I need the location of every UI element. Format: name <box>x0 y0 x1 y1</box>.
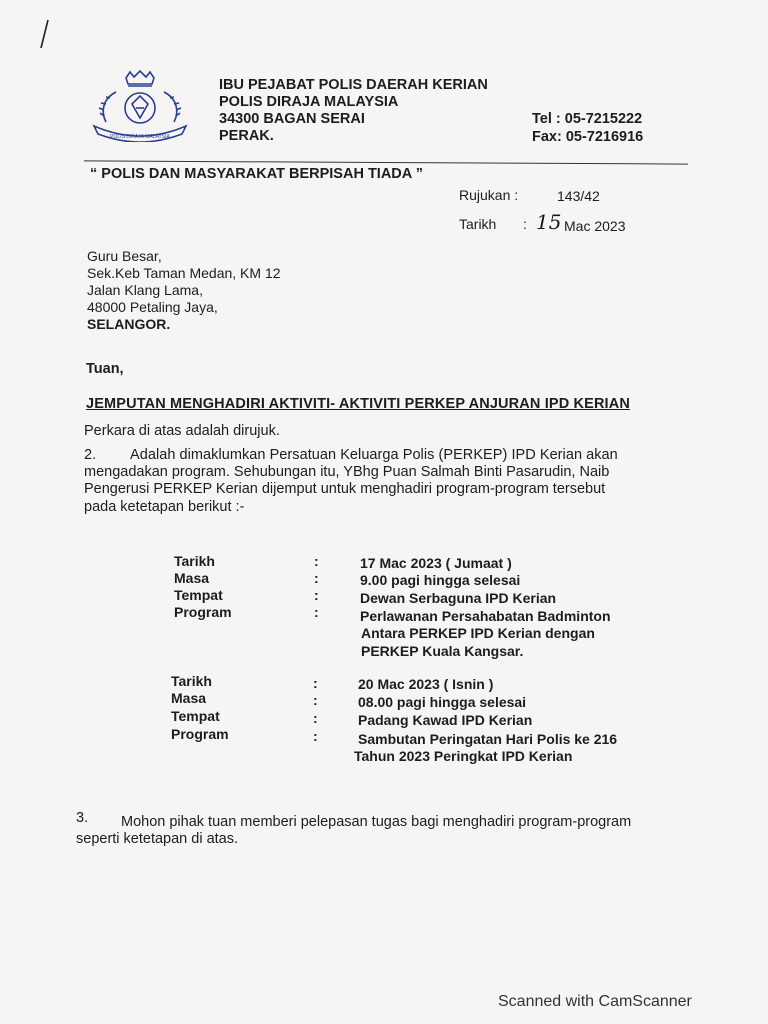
event2-program-label: Program <box>171 726 229 742</box>
event2-venue-label: Tempat <box>171 708 220 724</box>
event2-date-value: 20 Mac 2023 ( Isnin ) <box>358 676 494 692</box>
telephone: Tel : 05-7215222 <box>532 111 643 127</box>
event2-date-label: Tarikh <box>171 673 212 689</box>
event1-program-label: Program <box>174 604 232 620</box>
recipient-line: Sek.Keb Taman Medan, KM 12 <box>87 265 281 281</box>
event1-date-value: 17 Mac 2023 ( Jumaat ) <box>360 555 512 571</box>
event1-date-colon: : <box>314 553 319 569</box>
event1-venue-colon: : <box>314 587 319 603</box>
recipient-line: Guru Besar, <box>87 248 162 264</box>
date-day-handwritten: 15 <box>536 210 562 234</box>
salutation: Tuan, <box>86 361 124 377</box>
para2-number: 2. <box>84 447 97 463</box>
para2-line: mengadakan program. Sehubungan itu, YBhg Puan Salmah Binti Pasarudin, Naib <box>84 464 610 480</box>
event2-program-line: Sambutan Peringatan Hari Polis ke 216 <box>358 731 618 747</box>
intro-sentence: Perkara di atas adalah dirujuk. <box>84 423 280 439</box>
event1-program-line: Perlawanan Persahabatan Badminton <box>360 608 611 624</box>
police-crest-logo <box>90 70 190 142</box>
subject-line: JEMPUTAN MENGHADIRI AKTIVITI- AKTIVITI PERKEP ANJURAN IPD KERIAN <box>86 396 630 412</box>
reference-label: Rujukan : <box>459 187 519 203</box>
para3-line: seperti ketetapan di atas. <box>76 831 239 847</box>
date-label: Tarikh <box>459 216 497 232</box>
para2-line: Pengerusi PERKEP Kerian dijemput untuk menghadiri program-program tersebut <box>84 481 606 497</box>
postcode-city: 34300 BAGAN SERAI <box>219 111 365 127</box>
event2-program-colon: : <box>313 728 318 744</box>
event2-venue-value: Padang Kawad IPD Kerian <box>358 712 533 728</box>
event2-time-value: 08.00 pagi hingga selesai <box>358 694 527 710</box>
event1-venue-value: Dewan Serbaguna IPD Kerian <box>360 590 557 606</box>
agency-name: POLIS DIRAJA MALAYSIA <box>219 94 399 110</box>
crest-ribbon-text: POLIS DIRAJA MALAYSIA <box>110 134 170 140</box>
event2-time-colon: : <box>313 692 318 708</box>
date-colon: : <box>523 216 527 232</box>
event1-date-label: Tarikh <box>174 553 215 569</box>
reference-value: 143/42 <box>557 188 600 204</box>
pen-mark <box>38 18 52 50</box>
event1-time-colon: : <box>314 570 319 586</box>
date-month-year: Mac 2023 <box>564 218 626 234</box>
event2-time-label: Masa <box>171 690 207 706</box>
para3-line: Mohon pihak tuan memberi pelepasan tugas bagi menghadiri program-program <box>121 814 632 830</box>
event2-venue-colon: : <box>313 710 318 726</box>
event1-program-line: Antara PERKEP IPD Kerian dengan <box>361 625 595 641</box>
para2-line: pada ketetapan berikut :- <box>84 499 245 515</box>
state-name: PERAK. <box>219 128 274 144</box>
event1-program-line: PERKEP Kuala Kangsar. <box>361 643 524 659</box>
recipient-state: SELANGOR. <box>87 316 171 332</box>
event1-program-colon: : <box>314 604 319 620</box>
office-name: IBU PEJABAT POLIS DAERAH KERIAN <box>219 77 488 93</box>
event2-date-colon: : <box>313 675 318 691</box>
event1-time-value: 9.00 pagi hingga selesai <box>360 572 521 588</box>
para2-line: Adalah dimaklumkan Persatuan Keluarga Polis (PERKEP) IPD Kerian akan <box>130 447 618 463</box>
para3-number: 3. <box>76 810 89 826</box>
motto: “ POLIS DAN MASYARAKAT BERPISAH TIADA ” <box>90 166 423 182</box>
recipient-line: Jalan Klang Lama, <box>87 282 203 298</box>
event2-program-line: Tahun 2023 Peringkat IPD Kerian <box>354 748 573 764</box>
recipient-line: 48000 Petaling Jaya, <box>87 299 218 315</box>
header-divider <box>84 160 688 164</box>
event1-venue-label: Tempat <box>174 587 223 603</box>
camscanner-watermark: Scanned with CamScanner <box>498 993 692 1010</box>
event1-time-label: Masa <box>174 570 210 586</box>
fax: Fax: 05-7216916 <box>532 129 644 145</box>
